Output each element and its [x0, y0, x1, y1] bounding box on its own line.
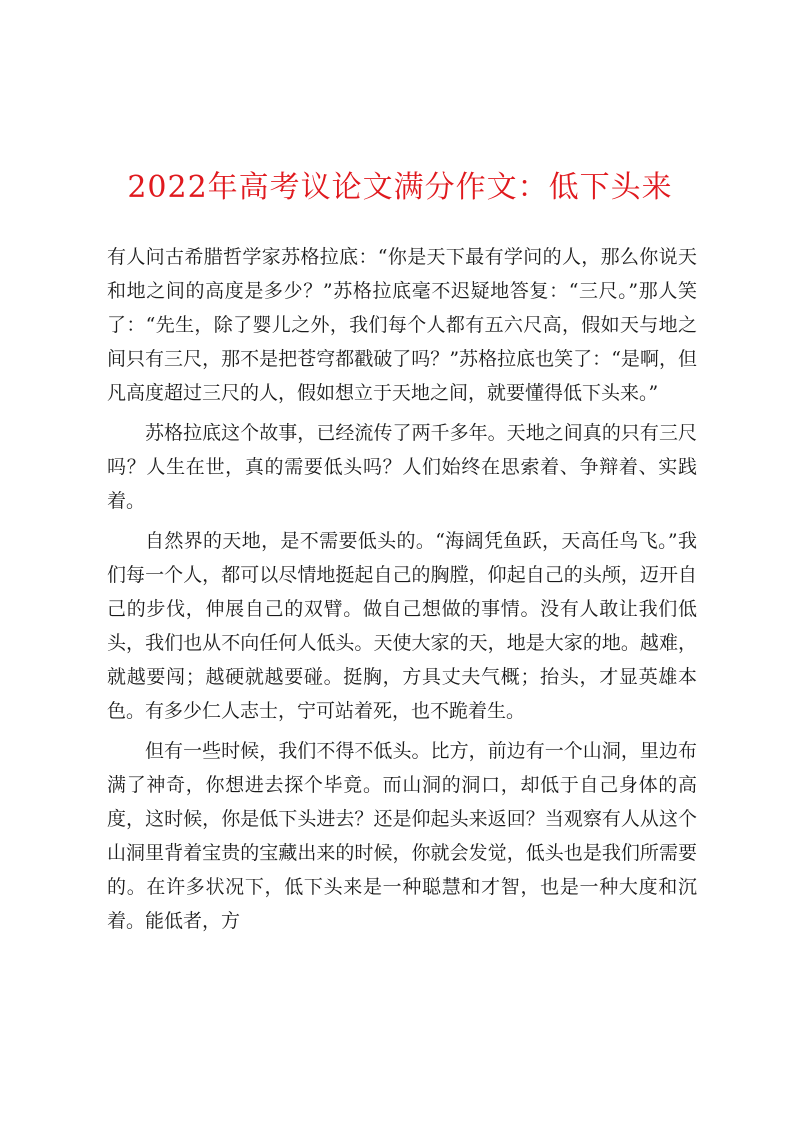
paragraph-2: 苏格拉底这个故事，已经流传了两千多年。天地之间真的只有三尺吗？人生在世，真的需要低头吗？人们始终在思索着、争辩着、实践着。 [107, 422, 697, 512]
document-body [107, 240, 697, 944]
paragraph-4: 但有一些时候，我们不得不低头。比方，前边有一个山洞，里边布满了神奇，你想进去探个毕竟。而山洞的洞口，却低于自己身体的高度，这时候，你是低下头进去？还是仰起头来返回？当观察有人从这个山洞里背着宝贵的宝藏出来的时候，你就会发觉，低头也是我们所需要的。在许多状况下，低下头来是一种聪慧和才智，也是一种大度和沉着。能低者，方 [107, 740, 697, 932]
document-title: 2022年高考议论文满分作文：低下头来 [127, 170, 673, 205]
paragraph-3: 自然界的天地，是不需要低头的。“海阔凭鱼跃，天高任鸟飞。”我们每一个人，都可以尽情地挺起自己的胸膛，仰起自己的头颅，迈开自己的步伐，伸展自己的双臂。做自己想做的事情。没有人敢让我们低头，我们也从不向任何人低头。天使大家的天，地是大家的地。越难，就越要闯；越硬就越要碰。挺胸，方具丈夫气概；抬头，才显英雄本色。有多少仁人志士，宁可站着死，也不跪着生。 [107, 530, 697, 722]
paragraph-1: 有人问古希腊哲学家苏格拉底：“你是天下最有学问的人，那么你说天和地之间的高度是多少？”苏格拉底毫不迟疑地答复：“三尺。”那人笑了：“先生，除了婴儿之外，我们每个人都有五六尺高，假如天与地之间只有三尺，那不是把苍穹都戳破了吗？”苏格拉底也笑了：“是啊，但凡高度超过三尺的人，假如想立于天地之间，就要懂得低下头来。” [107, 246, 697, 404]
